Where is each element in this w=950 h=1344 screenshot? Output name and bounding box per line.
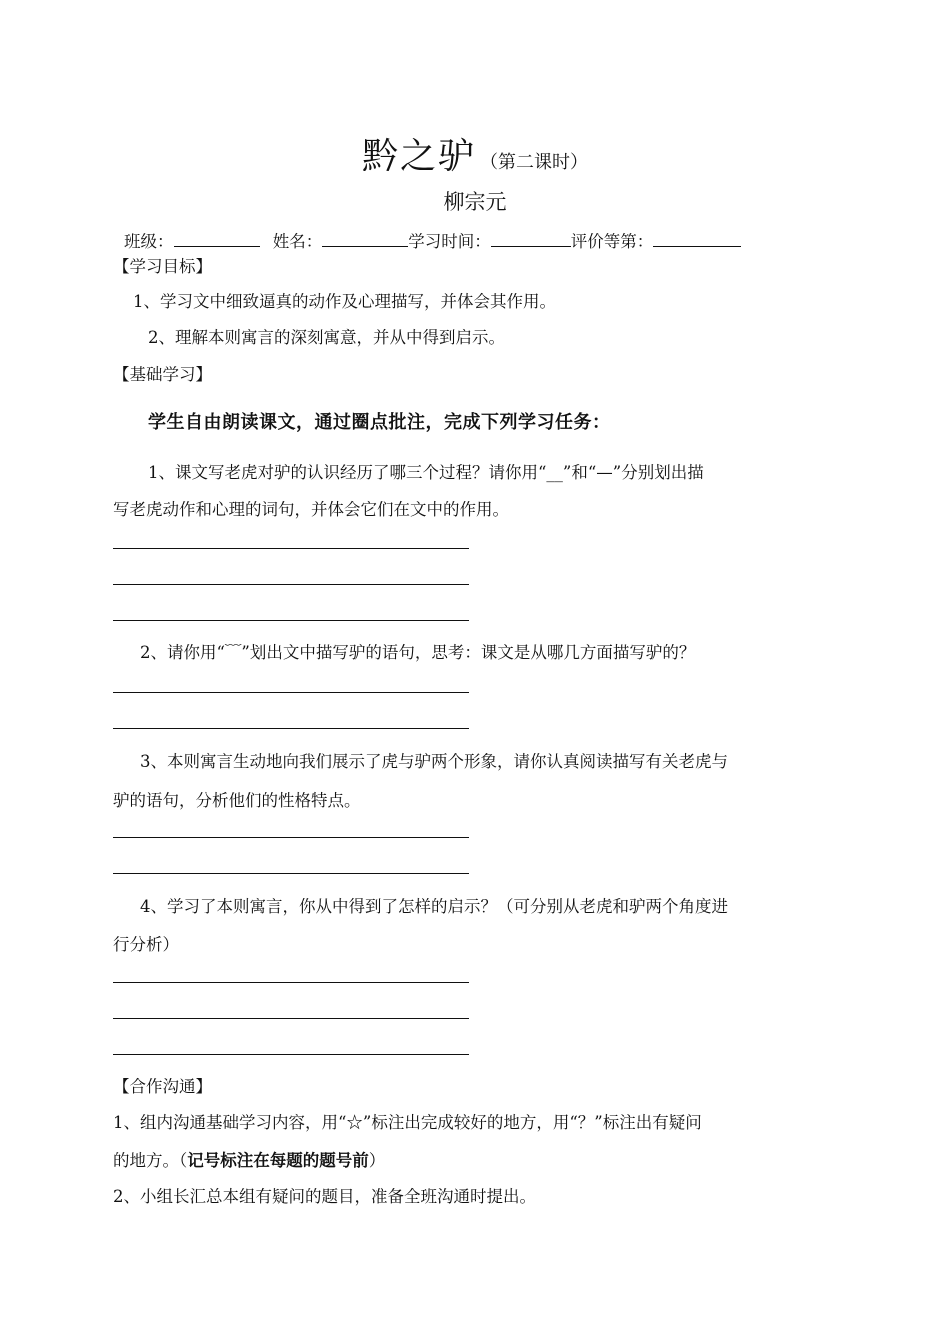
answer-line[interactable] xyxy=(113,982,469,983)
question-3-line2: 驴的语句，分析他们的性格特点。 xyxy=(113,791,361,810)
coop-item-1-suffix: ） xyxy=(368,1151,386,1170)
coop-item-2: 2、小组长汇总本组有疑问的题目，准备全班沟通时提出。 xyxy=(113,1187,536,1206)
answer-line[interactable] xyxy=(113,620,469,621)
question-1-line2: 写老虎动作和心理的词句，并体会它们在文中的作用。 xyxy=(113,500,509,519)
class-label: 班级： xyxy=(124,232,174,251)
name-label: 姓名： xyxy=(272,232,323,251)
answer-line[interactable] xyxy=(113,837,469,838)
answer-line[interactable] xyxy=(113,1018,469,1019)
coop-item-1-prefix: 的地方。（ xyxy=(113,1151,188,1170)
title-main: 黔之驴 xyxy=(361,136,476,177)
question-4-line2: 行分析） xyxy=(113,935,179,954)
title-sub: （第二课时） xyxy=(480,152,588,173)
question-1-line1: 1、课文写老虎对驴的认识经历了哪三个过程？请你用“__”和“—”分别划出描 xyxy=(148,463,704,482)
time-label: 学习时间： xyxy=(408,232,491,251)
answer-line[interactable] xyxy=(113,1054,469,1055)
answer-line[interactable] xyxy=(113,873,469,874)
question-2-line1: 2、请你用“﹋”划出文中描写驴的语句，思考：课文是从哪几方面描写驴的？ xyxy=(140,643,696,662)
name-blank[interactable] xyxy=(322,232,408,247)
grade-blank[interactable] xyxy=(653,232,741,247)
question-3-line1: 3、本则寓言生动地向我们展示了虎与驴两个形象，请你认真阅读描写有关老虎与 xyxy=(140,752,728,771)
coop-item-1-line2 xyxy=(113,1147,385,1171)
goal-item: 1、学习文中细致逼真的动作及心理描写，并体会其作用。 xyxy=(133,292,556,311)
time-blank[interactable] xyxy=(491,232,571,247)
page-title xyxy=(0,128,950,179)
goal-item: 2、理解本则寓言的深刻寓意，并从中得到启示。 xyxy=(148,328,505,347)
task-heading: 学生自由朗读课文，通过圈点批注，完成下列学习任务： xyxy=(148,412,611,433)
grade-label: 评价等第： xyxy=(570,232,654,251)
info-row xyxy=(124,228,741,252)
coop-item-1-line1: 1、组内沟通基础学习内容，用“☆”标注出完成较好的地方，用“？”标注出有疑问 xyxy=(113,1113,702,1132)
author: 柳宗元 xyxy=(443,190,507,214)
class-blank[interactable] xyxy=(174,232,260,247)
answer-line[interactable] xyxy=(113,728,469,729)
question-4-line1: 4、学习了本则寓言，你从中得到了怎样的启示？（可分别从老虎和驴两个角度进 xyxy=(140,897,728,916)
answer-line[interactable] xyxy=(113,692,469,693)
answer-line[interactable] xyxy=(113,584,469,585)
coop-item-1-emphasis: 记号标注在每题的题号前 xyxy=(187,1151,369,1170)
coop-heading: 【合作沟通】 xyxy=(113,1077,212,1096)
basic-heading: 【基础学习】 xyxy=(113,365,212,384)
goals-heading: 【学习目标】 xyxy=(113,257,212,276)
answer-line[interactable] xyxy=(113,548,469,549)
